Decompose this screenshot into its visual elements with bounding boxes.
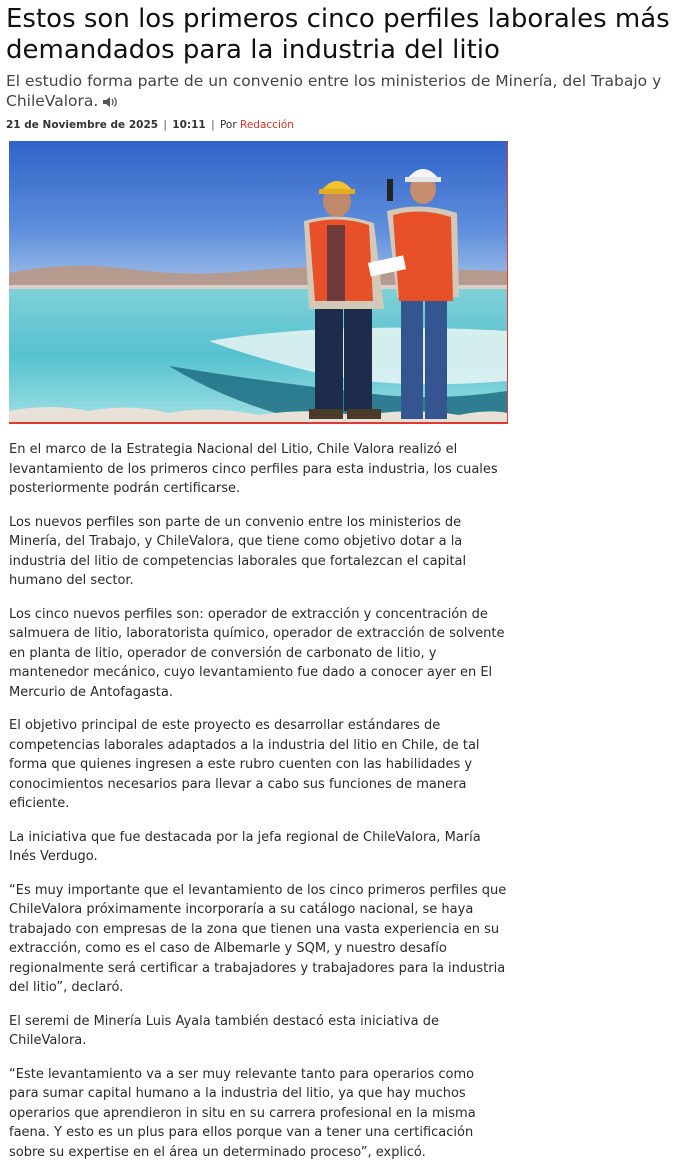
article-paragraph: El seremi de Minería Luis Ayala también destacó esta iniciativa de ChileValora. [9, 1013, 440, 1048]
meta-separator: | [211, 119, 215, 131]
article-paragraph: “Es muy importante que el levantamiento de los cinco primeros perfiles que ChileValora próximamente incorporaría a su catálogo nacional, se haya trabajado con empresas de la zona que tienen una vasta experiencia en su extracción, como es el caso de Albemarle y SQM, y nuestro desafío regionalmente será certificar a trabajadores y trabajadores para la industria del litio”, declaró. [9, 882, 507, 995]
article-paragraph: Los nuevos perfiles son parte de un convenio entre los ministerios de Minería, del Trabajo, y ChileValora, que tiene como objetivo dotar a la industria del litio de competencias laborales que fortalezcan el capital humano del sector. [9, 514, 467, 588]
article-hero-image [9, 141, 508, 424]
article-headline: Estos son los primeros cinco perfiles laborales más demandados para la industria del litio [6, 4, 670, 65]
author-link[interactable]: Redacción [240, 119, 294, 131]
publish-date: 21 de Noviembre de 2025 [6, 119, 159, 131]
meta-separator: | [163, 119, 167, 131]
speaker-icon[interactable] [102, 93, 120, 113]
article-body [9, 440, 507, 1176]
article-subtitle [6, 71, 696, 113]
article-meta [6, 118, 294, 132]
publish-time: 10:11 [172, 119, 206, 131]
article-paragraph: “Este levantamiento va a ser muy relevante tanto para operarios como para sumar capital humano a la industria del litio, ya que hay muchos operarios que aprendieron in situ en su carrera profesional en la misma faena. Y esto es un plus para ellos porque van a tener una certificación sobre su expertise en el área un determinado proceso”, explicó. [9, 1066, 476, 1160]
article-paragraph: En el marco de la Estrategia Nacional del Litio, Chile Valora realizó el levantamiento de los primeros cinco perfiles para esta industria, los cuales posteriormente podrán certificarse. [9, 442, 498, 496]
article-paragraph: El objetivo principal de este proyecto es desarrollar estándares de competencias laborales adaptados a la industria del litio en Chile, de tal forma que quienes ingresen a este rubro cuenten con las habilidades y conocimientos necesarios para llevar a cabo sus funciones de manera eficiente. [9, 718, 480, 811]
subtitle-text: El estudio forma parte de un convenio entre los ministerios de Minería, del Trabajo y ChileValora. [6, 72, 662, 110]
photo-two-workers-salt-flat-icon [9, 141, 507, 422]
article-paragraph: Los cinco nuevos perfiles son: operador de extracción y concentración de salmuera de litio, laboratorista químico, operador de extracción de solvente en planta de litio, operador de conversión de carbonato de litio, y mantenedor mecánico, cuyo levantamiento fue dado a conocer ayer en El Mercurio de Antofagasta. [9, 606, 505, 700]
by-label: Por [219, 119, 237, 131]
article-paragraph: La iniciativa que fue destacada por la jefa regional de ChileValora, María Inés Verdugo. [9, 829, 481, 864]
